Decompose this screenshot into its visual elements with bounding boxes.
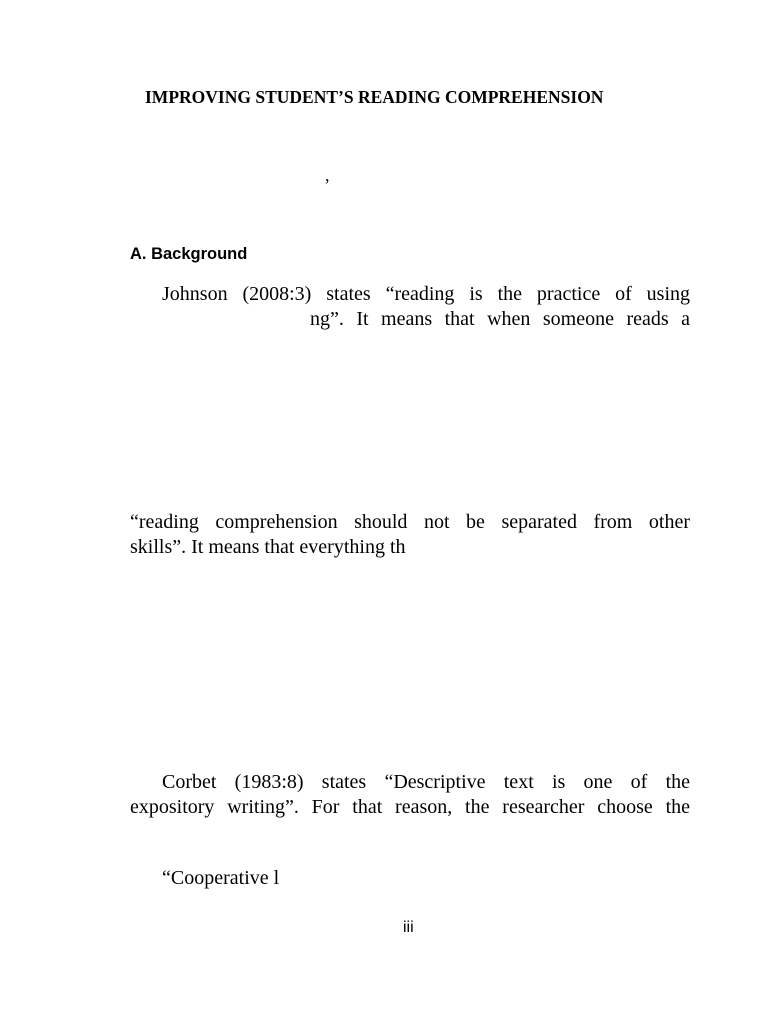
paragraph-2-line-2: skills”. It means that everything th bbox=[130, 536, 406, 558]
paragraph-3-line-1: Corbet (1983:8) states “Descriptive text is one of the bbox=[162, 771, 690, 793]
paragraph-2-line-1: “reading comprehension should not be separated from other bbox=[130, 511, 690, 533]
paragraph-1-line-2: ng”. It means that when someone reads a bbox=[310, 308, 690, 330]
paragraph-3-line-2: expository writing”. For that reason, the researcher choose the bbox=[130, 796, 690, 818]
paragraph-1-line-1: Johnson (2008:3) states “reading is the practice of using bbox=[162, 283, 690, 305]
paragraph-4-line-1: “Cooperative l bbox=[162, 867, 280, 889]
stray-comma-mark: , bbox=[325, 165, 330, 185]
document-title: IMPROVING STUDENT’S READING COMPREHENSION bbox=[145, 87, 604, 107]
section-heading-background: A. Background bbox=[130, 245, 248, 263]
page-number: iii bbox=[403, 919, 414, 936]
